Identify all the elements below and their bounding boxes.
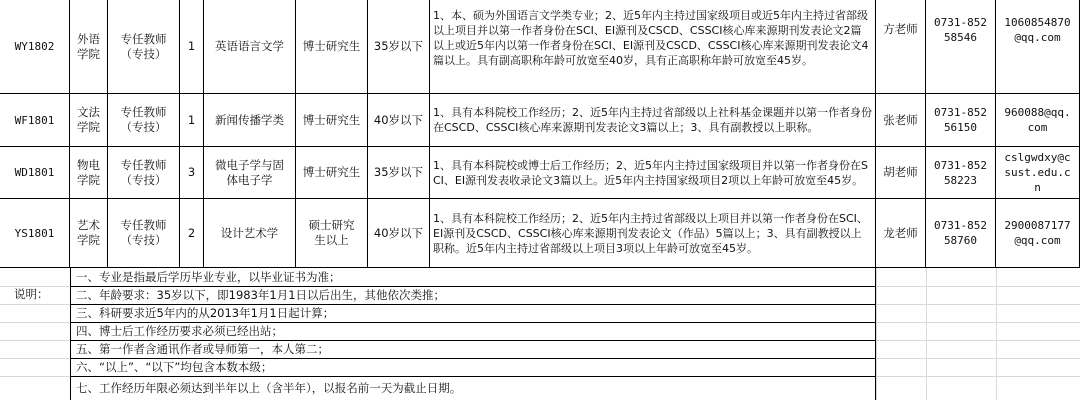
college-name: 外语学院 [70, 0, 108, 94]
gridline [876, 358, 1080, 359]
gridline [876, 304, 1080, 305]
headcount: 1 [180, 94, 204, 147]
contact-person: 张老师 [876, 94, 926, 147]
contact-phone: 0731-85258546 [926, 0, 996, 94]
note-item: 三、科研要求近5年内的从2013年1月1日起计算； [76, 306, 335, 320]
requirements: 1、具有本科院校工作经历；2、近5年内主持过省部级以上社科基金课题并以第一作者身份在CSCD、CSSCI核心库来源期刊发表论文3篇以上；3、具有副教授以上职称。 [430, 94, 876, 147]
note-item: 七、工作经历年限必须达到半年以上（含半年），以报名前一天为截止日期。 [76, 381, 462, 395]
degree: 博士研究生 [296, 94, 368, 147]
headcount: 2 [180, 199, 204, 268]
note-item: 二、年龄要求：35岁以下，即1983年1月1日以后出生，其他依次类推； [76, 288, 446, 302]
gridline [876, 322, 1080, 323]
age-limit: 35岁以下 [368, 147, 430, 199]
note-item: 四、博士后工作经历要求必须已经出站； [76, 324, 283, 338]
gridline [0, 376, 70, 377]
gridline [876, 376, 1080, 377]
degree: 博士研究生 [296, 147, 368, 199]
college-name: 文法学院 [70, 94, 108, 147]
gridline [996, 268, 997, 400]
headcount: 3 [180, 147, 204, 199]
college-name: 艺术学院 [70, 199, 108, 268]
note-item: 一、专业是指最后学历毕业专业，以毕业证书为准； [76, 270, 341, 284]
requirements: 1、具有本科院校工作经历；2、近5年内主持过省部级以上项目并以第一作者身份在SCI、EI源刊及CSCD、CSSCI核心库来源期刊发表论文（作品）5篇以上；3、具有副教授以上职称。近5年内主持过省部级以上项目3项以上年龄可放宽至45岁。 [430, 199, 876, 268]
age-limit: 40岁以下 [368, 199, 430, 268]
position-code: WF1801 [0, 94, 70, 147]
note-item: 六、“以上”、“以下”均包含本数本级； [76, 360, 273, 374]
gridline [0, 340, 70, 341]
note-item: 五、第一作者含通讯作者或导师第一，本人第二； [76, 342, 329, 356]
major: 设计艺术学 [204, 199, 296, 268]
contact-person: 龙老师 [876, 199, 926, 268]
contact-person: 胡老师 [876, 147, 926, 199]
position-code: WD1801 [0, 147, 70, 199]
contact-email[interactable]: cslgwdxy@csust.edu.cn [996, 147, 1080, 199]
post-type: 专任教师（专技） [108, 0, 180, 94]
gridline [876, 268, 877, 400]
gridline [0, 322, 70, 323]
position-code: WY1802 [0, 0, 70, 94]
notes-rule [70, 376, 876, 377]
college-name: 物电学院 [70, 147, 108, 199]
major: 微电子学与固体电子学 [204, 147, 296, 199]
gridline [876, 286, 1080, 287]
contact-phone: 0731-85258760 [926, 199, 996, 268]
post-type: 专任教师（专技） [108, 147, 180, 199]
post-type: 专任教师（专技） [108, 199, 180, 268]
contact-phone: 0731-85258223 [926, 147, 996, 199]
degree: 博士研究生 [296, 0, 368, 94]
gridline [926, 268, 927, 400]
headcount: 1 [180, 0, 204, 94]
contact-email[interactable]: 2900087177@qq.com [996, 199, 1080, 268]
position-code: YS1801 [0, 199, 70, 268]
major: 英语语言文学 [204, 0, 296, 94]
requirements: 1、具有本科院校或博士后工作经历；2、近5年内主持过国家级项目并以第一作者身份在SCI、EI源刊发表收录论文3篇以上。近5年内主持国家级项目2项以上年龄可放宽至45岁。 [430, 147, 876, 199]
notes-label: 说明： [14, 287, 49, 301]
gridline [0, 358, 70, 359]
post-type: 专任教师（专技） [108, 94, 180, 147]
contact-phone: 0731-85256150 [926, 94, 996, 147]
notes-border-left [70, 268, 71, 400]
contact-email[interactable]: 1060854870@qq.com [996, 0, 1080, 94]
degree: 硕士研究生以上 [296, 199, 368, 268]
contact-person: 方老师 [876, 0, 926, 94]
age-limit: 40岁以下 [368, 94, 430, 147]
major: 新闻传播学类 [204, 94, 296, 147]
gridline [0, 304, 70, 305]
age-limit: 35岁以下 [368, 0, 430, 94]
gridline [876, 340, 1080, 341]
contact-email[interactable]: 960088@qq.com [996, 94, 1080, 147]
notes-border-right [875, 268, 876, 400]
requirements: 1、本、硕为外国语言文学类专业；2、近5年内主持过国家级项目或近5年内主持过省部级以上项目并以第一作者身份在SCI、EI源刊及CSCD、CSSCI核心库来源期刊发表论文2篇以上或近5年内以第一作者身份在SCI、EI源刊及CSCD、CSSCI核心库来源期刊发表论文4篇以上。具有副高职称年龄可放宽至40岁，具有正高职称年龄可放宽至45岁。 [430, 0, 876, 94]
